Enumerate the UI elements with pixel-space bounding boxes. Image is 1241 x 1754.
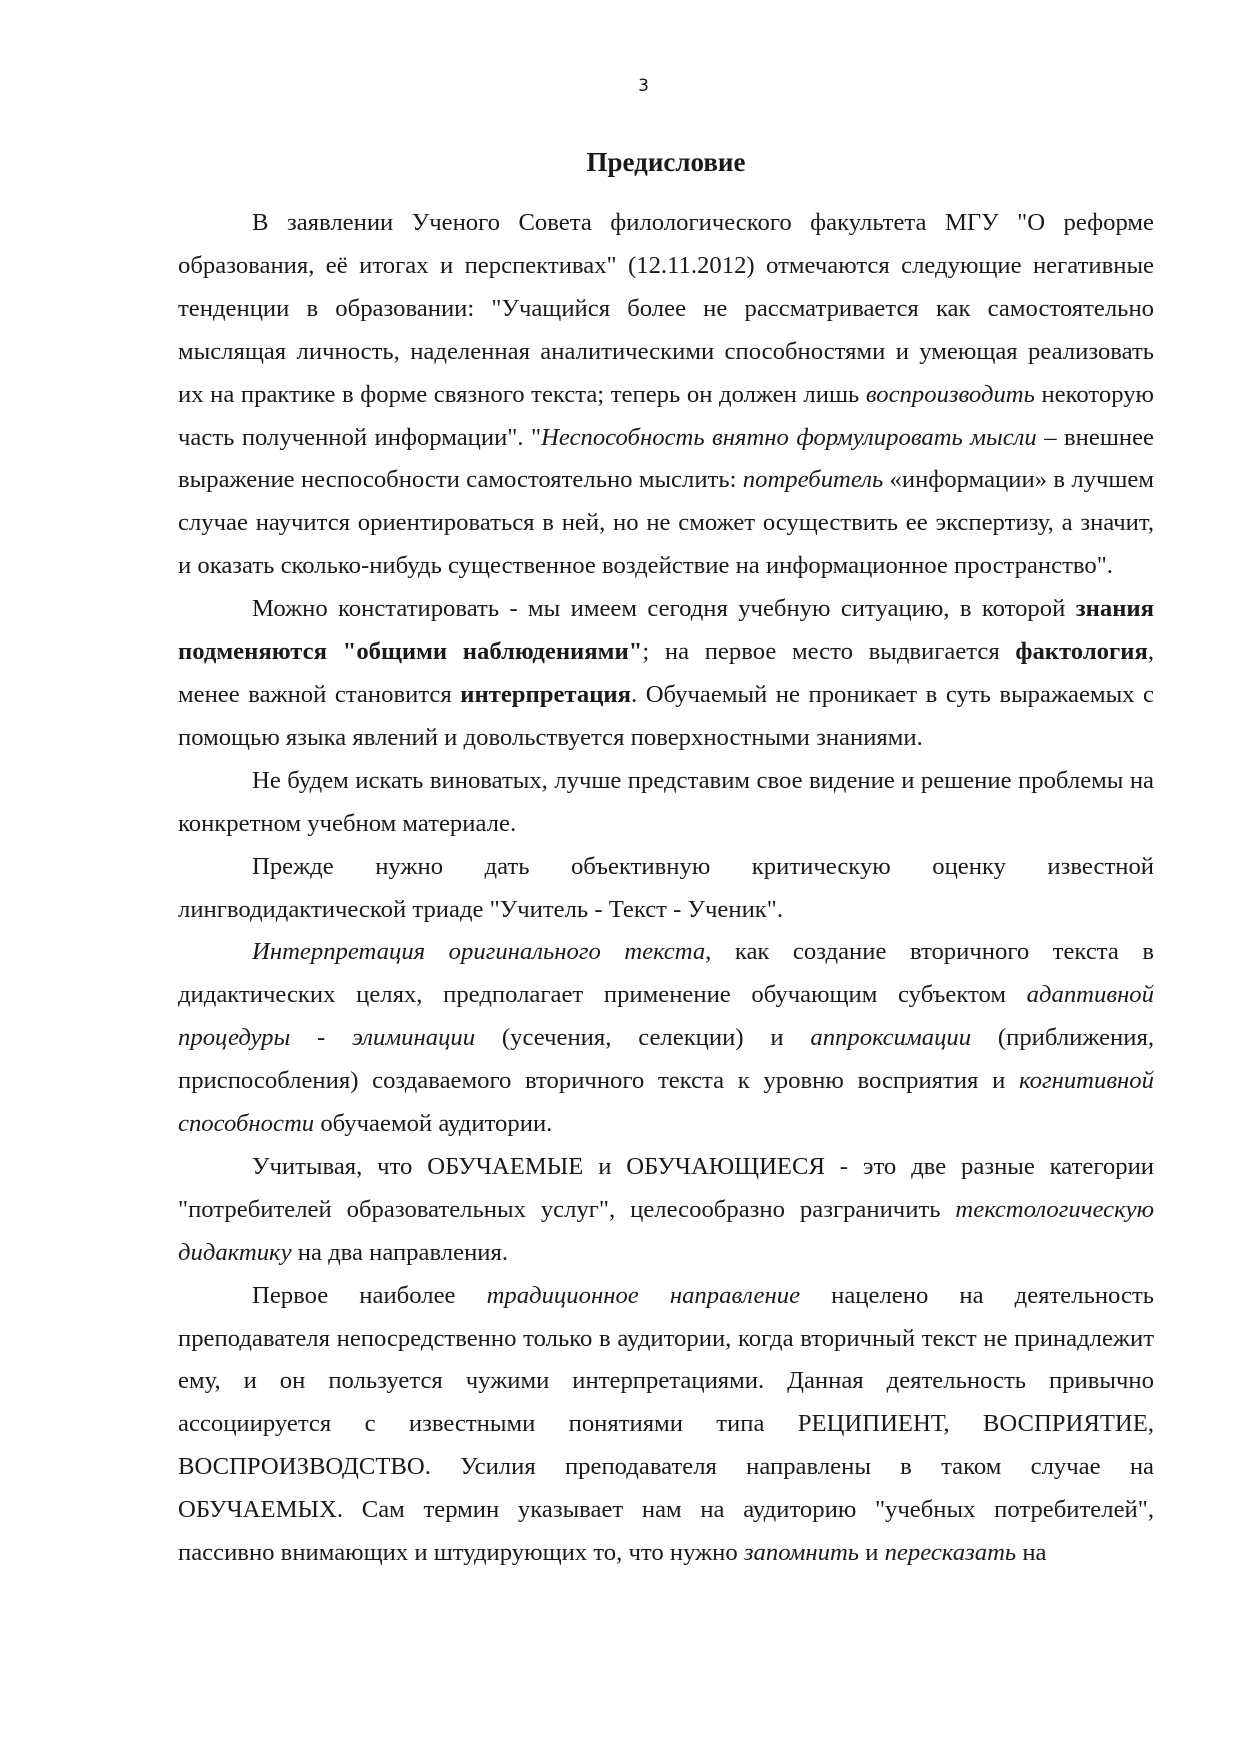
italic-text: элиминации (352, 1024, 476, 1052)
text-run: . Обучаемый не проникает в суть выражаемых с помощью языка явлений и довольствуется поверхностными знаниями. (178, 680, 1154, 751)
italic-text: адаптивной процедуры (178, 981, 1154, 1052)
text-run: на (1016, 1539, 1047, 1567)
paragraph-5 (178, 931, 1154, 1146)
text-run: (приближения, приспособления) создаваемого вторичного текста к уровню восприятия и (178, 1024, 1155, 1095)
text-run: В заявлении Ученого Совета филологического факультета МГУ "О реформе образования, её итогах и перспективах" (12.11.2012) отмечаются следующие негативные тенденции в образовании: "Учащийся более не рассматривается как самостоятельно мыслящая личность, наделенная аналитическими способностями и умеющая реализовать их на практике в форме связного текста; теперь он должен лишь (178, 209, 1154, 408)
italic-text: когнитивной способности (178, 1067, 1154, 1138)
italic-text: потребитель (742, 466, 884, 494)
paragraph-6 (178, 1146, 1154, 1275)
italic-text: традиционное направление (486, 1281, 801, 1309)
text-run: , менее важной становится (178, 638, 1154, 708)
text-run: (усечения, селекции) и (475, 1024, 811, 1052)
bold-text: интерпретация (460, 680, 632, 708)
text-run: - (290, 1024, 353, 1052)
text-run: «информации» в лучшем случае научится ориентироваться в ней, но не сможет осуществить ее экспертизу, а значит, и оказать сколько-нибудь существенное воздействие на информационное пространство". (178, 466, 1154, 580)
text-run: Первое наиболее (252, 1281, 487, 1309)
text-run: ; на первое место выдвигается (642, 638, 1016, 666)
page-title: Предисловие (586, 147, 746, 177)
text-run: некоторую часть полученной информации". " (178, 380, 1154, 451)
paragraph-4 (178, 846, 1154, 932)
text-run: , как создание вторичного текста в дидактических целях, предполагает применение обучающим субъектом (178, 938, 1154, 1009)
paragraph-3 (178, 760, 1154, 846)
body-text (178, 202, 1154, 1575)
paragraph-2 (178, 588, 1154, 760)
text-run: – внешнее выражение неспособности самостоятельно мыслить: (178, 423, 1154, 494)
text-run: обучаемой аудитории. (314, 1110, 553, 1138)
text-run: Учитывая, что ОБУЧАЕМЫЕ и ОБУЧАЮЩИЕСЯ - это две разные категории "потребителей образовательных услуг", целесообразно разграничить (178, 1152, 1154, 1223)
paragraph-1 (178, 202, 1154, 588)
italic-text: пересказать (884, 1539, 1017, 1567)
italic-text: текстологическую дидактику (178, 1195, 1154, 1266)
paragraph-7 (178, 1275, 1154, 1575)
italic-text: воспроизводить (865, 380, 1035, 408)
italic-text: запомнить (743, 1539, 860, 1567)
text-run: на два направления. (291, 1238, 509, 1266)
text-run: Не будем искать виноватых, лучше представим свое видение и решение проблемы на конкретном учебном материале. (178, 766, 1154, 837)
bold-text: знания подменяются "общими наблюдениями" (178, 595, 1154, 666)
page-number: 3 (638, 76, 649, 96)
text-run: Можно констатировать - мы имеем сегодня учебную ситуацию, в которой (252, 595, 1076, 623)
bold-text: фактология (1015, 638, 1148, 666)
italic-text: Интерпретация оригинального текста (252, 938, 706, 966)
text-run: нацелено на деятельность преподавателя непосредственно только в аудитории, когда вторичный текст не принадлежит ему, и он пользуется чужими интерпретациями. Данная деятельность привычно ассоциируется с известными понятиями типа РЕЦИПИЕНТ, ВОСПРИЯТИЕ, ВОСПРОИЗВОДСТВО. Усилия преподавателя направлены в таком случае на ОБУЧАЕМЫХ. Сам термин указывает нам на аудиторию "учебных потребителей", пассивно внимающих и штудирующих то, что нужно (178, 1281, 1155, 1567)
italic-text: Неспособность внятно формулировать мысли (541, 423, 1037, 451)
text-run: и (859, 1539, 885, 1567)
italic-text: аппроксимации (810, 1024, 972, 1052)
text-run: Прежде нужно дать объективную критическую оценку известной лингводидактической триаде "Учитель - Текст - Ученик". (178, 852, 1154, 923)
